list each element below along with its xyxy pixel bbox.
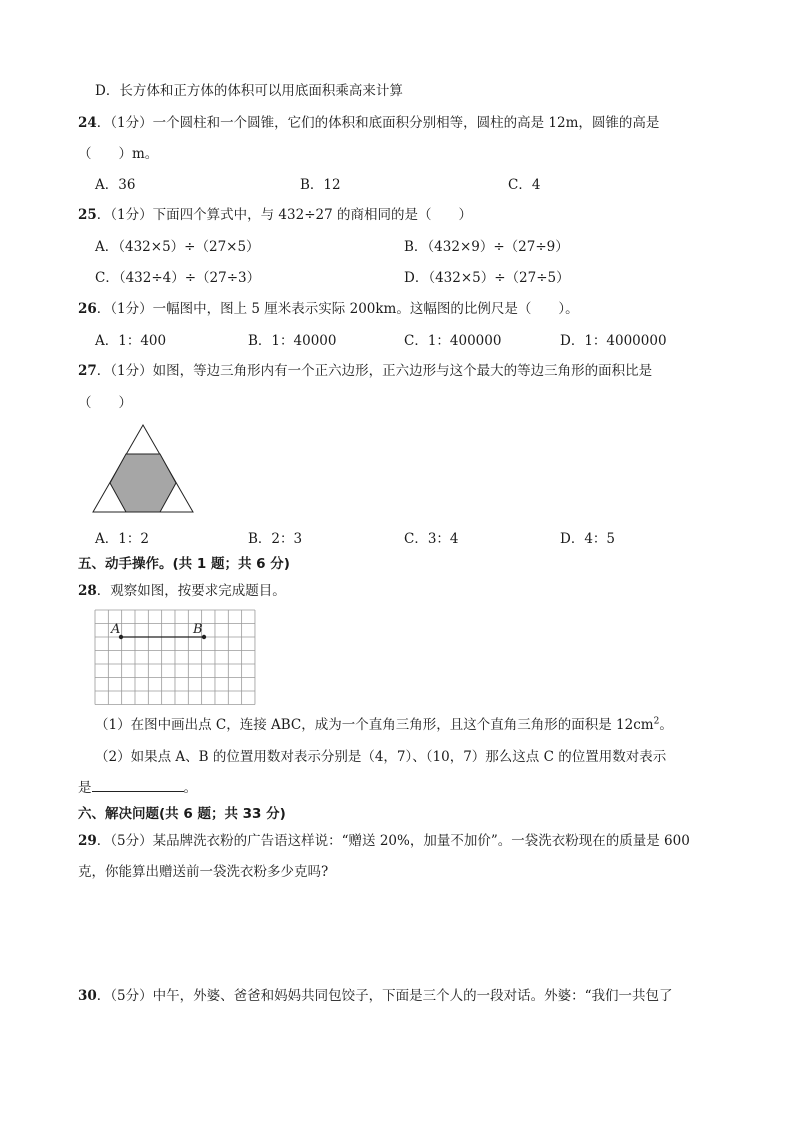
q27-number: 27	[78, 363, 97, 379]
q25-option-b: B．（432×9）÷（27÷9）	[404, 239, 569, 255]
q29-number: 29	[78, 833, 97, 849]
q26-option-c: C．1：400000	[404, 333, 502, 349]
q30-stem-text: 中午，外婆、爸爸和妈妈共同包饺子，下面是三个人的一段对话。外婆：“我们一共包了	[152, 988, 673, 1004]
q26-number: 26	[78, 301, 97, 317]
q28-sub1-end: 。	[659, 717, 673, 733]
q27-option-b: B．2：3	[248, 531, 303, 547]
q24-stem-text: 一个圆柱和一个圆锥，它们的体积和底面积分别相等，圆柱的高是 12m，圆锥的高是	[152, 115, 660, 131]
q29-stem-cont: 克，你能算出赠送前一袋洗衣粉多少克吗?	[78, 864, 329, 880]
q25-option-c: C．（432÷4）÷（27÷3）	[95, 270, 261, 286]
q23-option-d: D．长方体和正方体的体积可以用底面积乘高来计算	[95, 83, 403, 99]
q26-stem	[78, 300, 579, 318]
q24-option-c: C．4	[508, 177, 541, 193]
q28-sub1-text: （1）在图中画出点 C，连接 ABC，成为一个直角三角形，且这个直角三角形的面积是 12cm	[95, 717, 654, 733]
q25-score: ．（1分）	[96, 207, 153, 223]
answer-blank[interactable]	[92, 778, 184, 792]
q28-number: 28	[78, 583, 97, 599]
section5-title: 五、动手操作。(共 1 题；共 6 分)	[78, 556, 290, 572]
q27-option-d: D．4：5	[560, 531, 616, 547]
q24-stem	[78, 114, 659, 132]
q26-stem-text: 一幅图中，图上 5 厘米表示实际 200km。这幅图的比例尺是（ ）。	[152, 301, 579, 317]
q25-option-a: A．（432×5）÷（27×5）	[95, 239, 260, 255]
q26-option-d: D．1：4000000	[560, 333, 667, 349]
q24-option-a: A．36	[95, 177, 136, 193]
label-b: B	[193, 622, 203, 637]
q24-score: ．（1分）	[96, 115, 153, 131]
q28-sub1-superscript: 2	[653, 716, 660, 727]
q28-stem-text: ．观察如图，按要求完成题目。	[96, 583, 286, 599]
q27-option-c: C．3：4	[404, 531, 459, 547]
q29-stem-text: 某品牌洗衣粉的广告语这样说：“赠送 20%，加量不加价”。一袋洗衣粉现在的质量是 600	[152, 833, 690, 849]
q26-option-a: A．1：400	[95, 333, 167, 349]
q25-stem	[78, 206, 472, 224]
q30-number: 30	[78, 988, 97, 1004]
q26-score: ．（1分）	[96, 301, 153, 317]
q30-stem	[78, 987, 673, 1005]
q25-number: 25	[78, 207, 97, 223]
q27-option-a: A．1：2	[95, 531, 149, 547]
coordinate-grid	[92, 606, 260, 708]
q28-sub2-suffix: 。	[183, 780, 197, 796]
q29-stem	[78, 832, 690, 850]
q25-option-d: D．（432×5）÷（27÷5）	[404, 270, 570, 286]
q27-score: ．（1分）	[96, 363, 153, 379]
label-a: A	[111, 622, 121, 637]
q28-sub2-prefix: 是	[78, 780, 92, 796]
q28-sub1	[95, 716, 673, 734]
q26-option-b: B．1：40000	[248, 333, 337, 349]
section6-title: 六、解决问题(共 6 题；共 33 分)	[78, 806, 286, 822]
q28-sub2: （2）如果点 A、B 的位置用数对表示分别是（4，7）、（10，7）那么这点 C 的位置用数对表示	[95, 749, 667, 765]
q29-score: ．（5分）	[96, 833, 153, 849]
q27-stem-text: 如图，等边三角形内有一个正六边形，正六边形与这个最大的等边三角形的面积比是	[152, 363, 653, 379]
q25-stem-text: 下面四个算式中，与 432÷27 的商相同的是（ ）	[152, 207, 472, 223]
q28-stem	[78, 582, 286, 600]
q30-score: ．（5分）	[96, 988, 153, 1004]
q24-option-b: B．12	[300, 177, 341, 193]
q24-stem-cont: （ ）m。	[78, 146, 159, 162]
q27-stem-cont: （ ）	[78, 395, 132, 411]
q24-number: 24	[78, 115, 97, 131]
q27-stem	[78, 362, 652, 380]
triangle-hexagon-figure	[92, 422, 198, 516]
q28-sub2-cont	[78, 778, 197, 797]
